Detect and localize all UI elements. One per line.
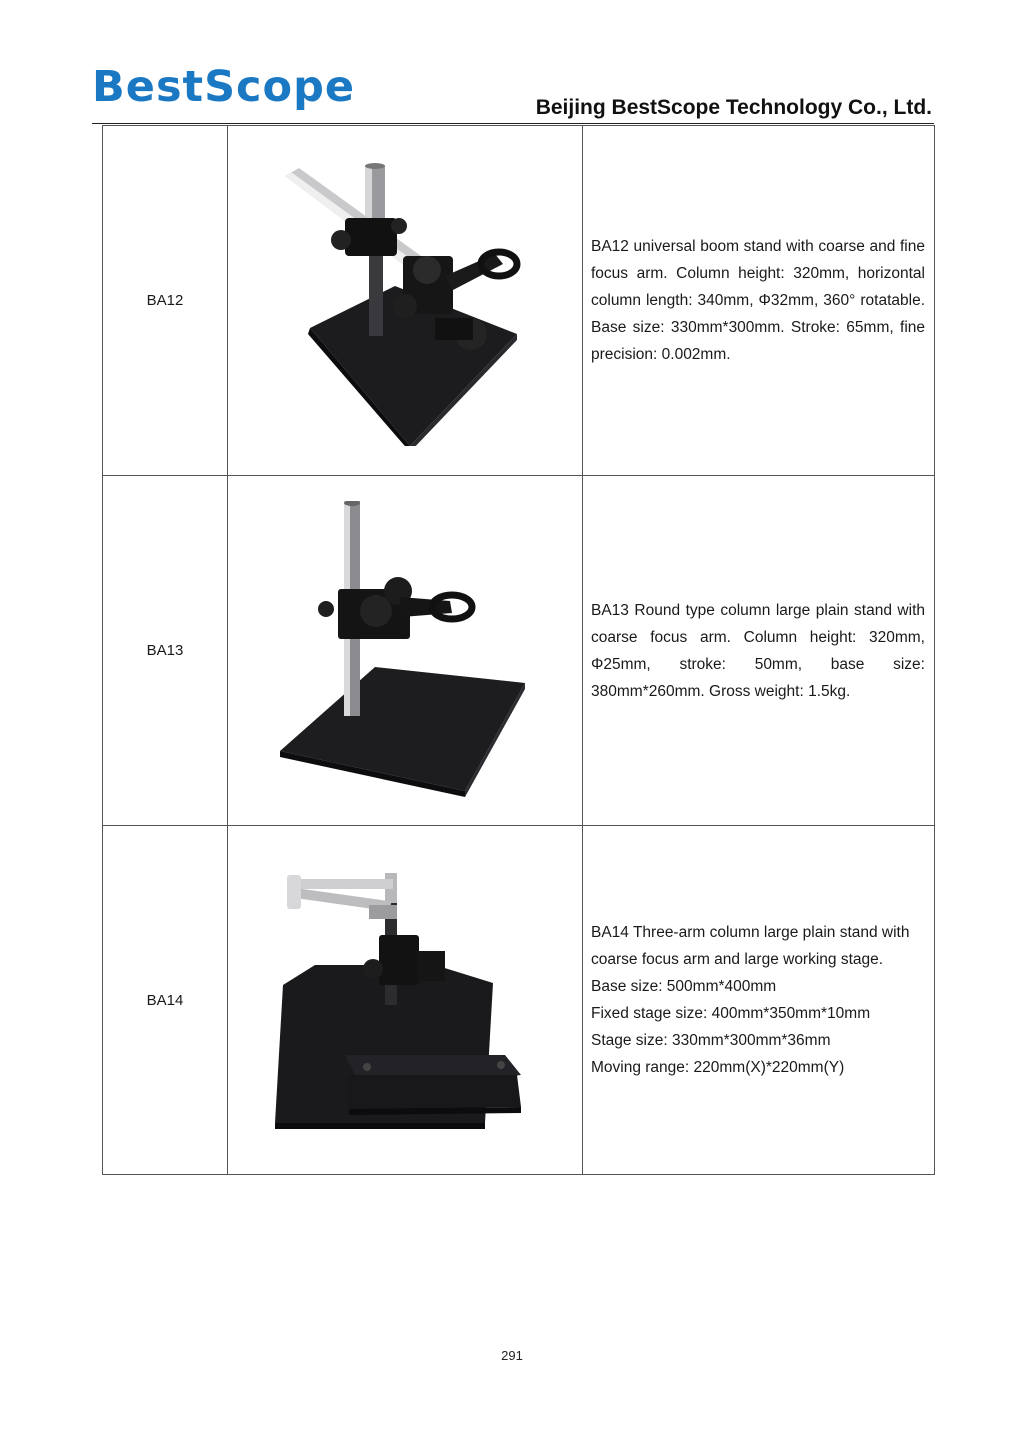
description-cell <box>583 126 935 476</box>
three-arm-stand-image <box>275 865 535 1135</box>
table-row-ba14 <box>103 826 935 1175</box>
description-cell <box>583 476 935 826</box>
description-line: Fixed stage size: 400mm*350mm*10mm <box>591 1005 871 1022</box>
product-description: BA12 universal boom stand with coarse and fine focus arm. Column height: 320mm, horizontal column length: 340mm, Φ32mm, 360° rotatable. Base size: 330mm*300mm. Stroke: 65mm, fine precision: 0.002mm. <box>591 238 925 363</box>
product-spec-table <box>102 125 935 1175</box>
table-row-ba12 <box>103 126 935 476</box>
product-photo-ba12 <box>228 126 583 476</box>
description-line: coarse focus arm and large working stage. <box>591 951 884 968</box>
product-photo-ba13 <box>228 476 583 826</box>
header-divider <box>92 123 934 124</box>
model-cell: BA12 <box>103 126 228 476</box>
description-line: BA14 Three-arm column large plain stand with <box>591 924 910 941</box>
table-row-ba13 <box>103 476 935 826</box>
description-cell <box>583 826 935 1175</box>
bestscope-logo: BestScope <box>92 62 356 112</box>
plain-stand-image <box>280 501 530 801</box>
description-line: Moving range: 220mm(X)*220mm(Y) <box>591 1059 845 1076</box>
product-photo-ba14 <box>228 826 583 1175</box>
boom-stand-image <box>285 156 525 446</box>
model-cell: BA13 <box>103 476 228 826</box>
page-number: 291 <box>501 1348 523 1363</box>
product-description: BA13 Round type column large plain stand with coarse focus arm. Column height: 320mm, Φ25mm, stroke: 50mm, base size: 380mm*260mm. Gross weight: 1.5kg. <box>591 601 925 700</box>
company-name: Beijing BestScope Technology Co., Ltd. <box>535 96 932 119</box>
description-line: Stage size: 330mm*300mm*36mm <box>591 1032 831 1049</box>
description-line: Base size: 500mm*400mm <box>591 978 777 995</box>
model-cell: BA14 <box>103 826 228 1175</box>
